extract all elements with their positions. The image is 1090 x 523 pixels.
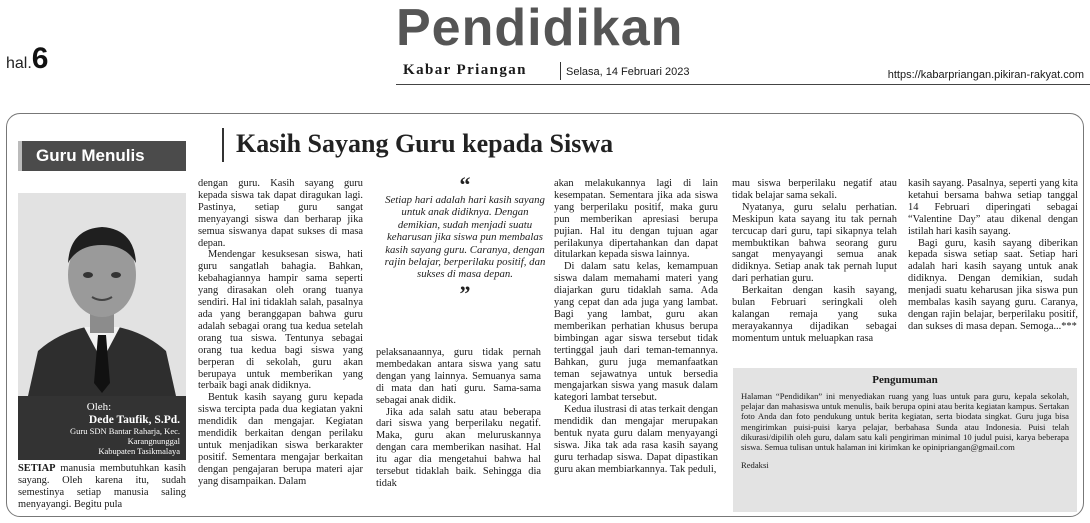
paragraph: Kedua ilustrasi di atas terkait dengan mendidik dan mengajar merupakan bentuk nyata guru dalam menyayangi siswa. Jika tak ada rasa kasih sayang guru terhadap siswa. Dapat dipastikan guru akan membiarkannya. Tak peduli,	[554, 404, 718, 475]
announcement-title: Pengumuman	[872, 374, 938, 386]
issue-date: Selasa, 14 Februari 2023	[566, 66, 690, 78]
pull-quote	[380, 172, 550, 306]
paragraph: Mendengar kesuksesan siswa, hati guru sangatlah bahagia. Bahkan, kebahagiannya hampir sama seperti yang dirasakan oleh orang tuanya sendiri. Hal ini tidaklah salah, pasalnya ada yang beranggapan bahwa guru adalah sebagai orang tua kedua setelah orang tua siswa. Tentunya sebagai orang tua kedua bagi siswa yang berperan di sekolah, guru akan berupaya untuk memberikan yang terbaik bagi anak didiknya.	[198, 249, 363, 392]
lead-word: SETIAP	[18, 463, 56, 474]
paragraph: kasih sayang. Pasalnya, seperti yang kita ketahui bersama bahwa setiap tanggal 14 Februari diperingati sebagai “Valentine Day” atau dikenal dengan istilah hari kasih sayang.	[908, 178, 1078, 237]
article-column-3	[376, 347, 541, 513]
masthead-divider	[560, 62, 561, 80]
article-column-5	[732, 178, 897, 358]
author-name: Dede Taufik, S.Pd.	[88, 414, 180, 426]
page-number-value: 6	[31, 42, 49, 75]
author-affiliation-1: Guru SDN Bantar Raharja, Kec. Karangnunggal	[70, 426, 180, 446]
author-photo	[18, 193, 186, 396]
article-column-2	[198, 178, 363, 513]
paragraph: Berkaitan dengan kasih sayang, bulan Februari seringkali oleh kalangan remaja yang suka merayakannya dijadikan sebagai momentum untuk meluapkan rasa	[732, 285, 897, 344]
quote-open-mark: “	[459, 172, 471, 197]
article-column-4	[554, 178, 718, 513]
paragraph: dengan guru. Kasih sayang guru kepada siswa tak dapat diragukan lagi. Pastinya, setiap guru sangat menyayangi siswa dan berharap jika semua siswanya dapat sukses di masa depan.	[198, 178, 363, 249]
lead-paragraph	[18, 463, 186, 511]
paragraph: Nyatanya, guru selalu perhatian. Meskipun kata sayang itu tak pernah tercucap dari guru, tapi sikapnya telah membuktikan bahwa seorang guru sangat menyayangi semua anak didiknya. Setiap anak tak pernah luput dari perhatian guru.	[732, 201, 897, 285]
author-caption	[18, 396, 186, 460]
masthead-rule	[396, 84, 1090, 85]
lead-text: manusia membutuhkan kasih sayang. Oleh karena itu, sudah semestinya setiap manusia saling menyayangi. Begitu pula	[18, 463, 186, 510]
paragraph: Di dalam satu kelas, kemampuan siswa dalam memahami materi yang diajarkan guru tidaklah sama. Ada yang cepat dan ada juga yang lambat. Bagi yang lambat, guru akan memberikan perhatian khusus berupa bimbingan agar siswa tersebut tidak tertinggal jauh dari teman-temannya. Bahkan, guru juga memanfaatkan teman sejawatnya untuk bersedia mengajarkan siswa yang masuk dalam kategori lambat tersebut.	[554, 261, 718, 404]
newspaper-name: Kabar Priangan	[403, 62, 527, 78]
paragraph: pelaksanaannya, guru tidak pernah membedakan antara siswa yang satu dengan yang lainnya. Semuanya sama di mata dan hati guru. Sama-sama sebagai anak didik.	[376, 347, 541, 406]
pull-quote-text: Setiap hari adalah hari kasih sayang untuk anak didiknya. Dengan demikian, sudah menjadi suatu keharusan jika siswa pun membalas kasih sayang guru. Caranya, dengan rajin belajar, berperilaku positif, dan sukses di masa depan.	[384, 194, 546, 281]
announcement-box	[733, 368, 1077, 512]
column-label: Guru Menulis	[18, 141, 186, 171]
section-title: Pendidikan	[396, 0, 684, 57]
quote-close-mark: ”	[459, 280, 471, 306]
website-url: https://kabarpriangan.pikiran-rakyat.com	[887, 69, 1084, 81]
headline-divider	[222, 128, 224, 162]
announcement-signature: Redaksi	[741, 460, 769, 471]
article-column-6	[908, 178, 1078, 358]
author-affiliation-2: Kabupaten Tasikmalaya	[98, 446, 180, 456]
paragraph: mau siswa berperilaku negatif atau tidak belajar sama sekali.	[732, 178, 897, 201]
page-number	[6, 42, 48, 76]
page-number-label: hal.	[6, 55, 32, 72]
announcement-body: Halaman “Pendidikan” ini menyediakan ruang yang luas untuk para guru, kepala sekolah, pelajar dan mahasiswa untuk menulis, baik berupa opini atau berita kegiatan kampus. Sertakan foto Anda dan foto pendukung untuk berita kegiatan, serta biodata singkat. Guru juga bisa mengirimkan puisi-puisi karya pelajar, berbahasa Sunda atau Indonesia. Puisi telah dikurasi/dipilih oleh guru, dalam satu kali pengiriman minimal 10 judul puisi, karya beberapa siswa. Semua tulisan untuk halaman ini kirimkan ke opinipriangan@gmail.com	[741, 391, 1069, 453]
byline-prefix: Oleh:	[86, 401, 112, 413]
paragraph: Bagi guru, kasih sayang diberikan kepada siswa setiap saat. Setiap hari adalah hari kasih sayang untuk anak didiknya. Dengan demikian, sudah menjadi suatu keharusan jika siswa pun membalas kasih sayang guru. Caranya, dengan rajin belajar, berperilaku positif, dan sukses di masa depan. Semoga...***	[908, 237, 1078, 332]
author-portrait-illustration	[18, 193, 186, 396]
paragraph: Bentuk kasih sayang guru kepada siswa tercipta pada dua kegiatan yakni mendidik dan mengajar. Kegiatan mendidik berkaitan dengan perilaku untuk menjadikan siswa berkarakter positif. Sementara mengajar berkaitan dengan pengajaran berupa materi ajar yang disampaikan. Dalam	[198, 392, 363, 487]
article-column-1	[18, 463, 186, 513]
paragraph: akan melakukannya lagi di lain kesempatan. Sementara jika ada siswa yang berperilaku positif, maka guru pun memberikan apresiasi berupa pujian. Hal itu dengan tujuan agar perilakunya dipertahankan dan dapat ditularkan kepada siswa lainnya.	[554, 178, 718, 261]
paragraph: Jika ada salah satu atau beberapa dari siswa yang berperilaku negatif. Maka, guru akan meluruskannya dengan cara memberikan nasihat. Hal itu agar dia mengetahui bahwa hal tersebut tidaklah baik. Sehingga dia tidak	[376, 406, 541, 489]
article-headline: Kasih Sayang Guru kepada Siswa	[236, 129, 614, 158]
